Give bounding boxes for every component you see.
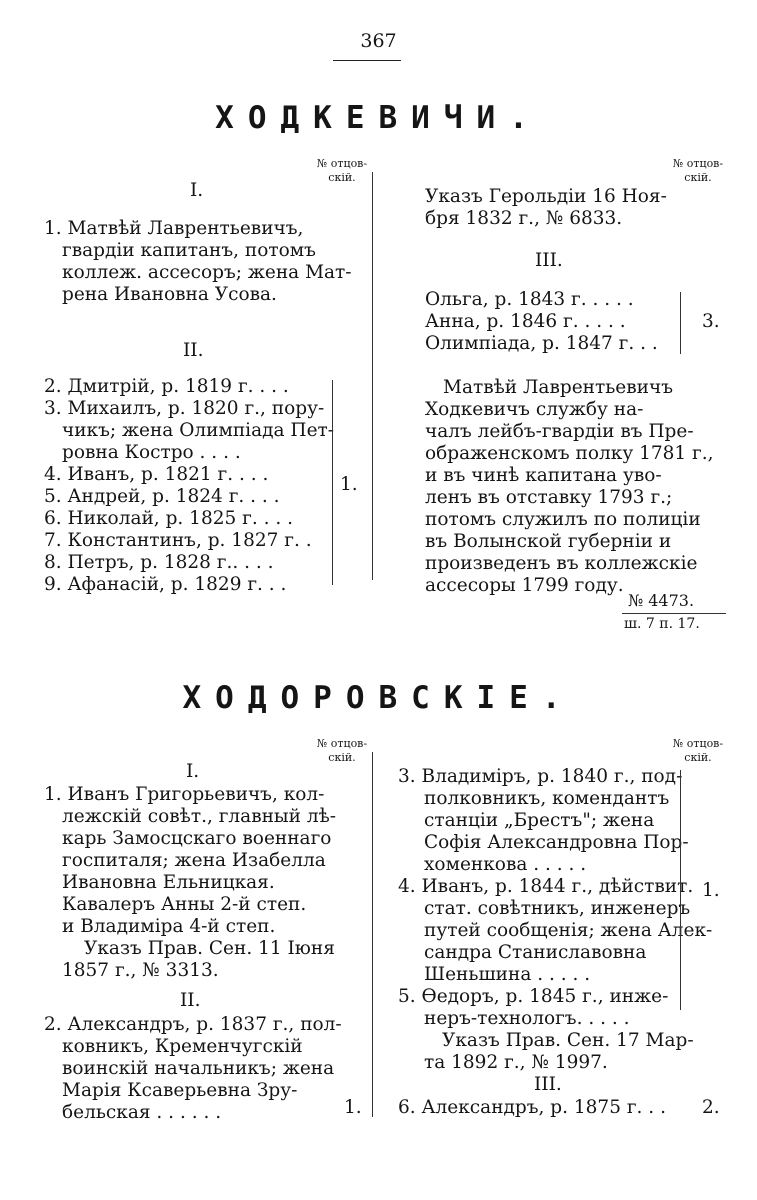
- section-title-khodkevichi: ХОДКЕВИЧИ.: [215, 100, 542, 136]
- father-number: 1.: [340, 474, 358, 495]
- reference-location: ш. 7 п. 17.: [624, 616, 700, 632]
- entry-matvey: 1. Матвѣй Лаврентьевичъ, гвардіи капитанъ, потомъ коллеж. ассесоръ; жена Мат- рена Ивановна Усова.: [44, 218, 352, 305]
- entry-aleksandr-1875: 6. Александръ, р. 1875 г. . .: [398, 1097, 666, 1118]
- father-column-label: № отцов- скій.: [316, 157, 368, 184]
- father-column-label: № отцов- скій.: [316, 737, 368, 764]
- generation-heading: III.: [535, 250, 563, 271]
- top-rule: [333, 60, 401, 61]
- note-paragraph: Матвѣй Лаврентьевичъ Ходкевичъ службу на- чалъ лейбъ-гвардіи въ Пре- ображенскомъ полку 1781 г., и въ чинѣ капитана уво- ленъ въ отставку 1793 г.; потомъ служилъ по полиціи въ Волынской губерніи и произведенъ въ коллежскіе ассесоры 1799 году.: [425, 377, 714, 596]
- page-number: 367: [360, 30, 397, 52]
- generation-heading: III.: [534, 1074, 562, 1095]
- column-divider: [372, 172, 373, 580]
- reference-rule: [622, 613, 726, 614]
- generation-2-list: 2. Дмитрій, р. 1819 г. . . . 3. Михаилъ, р. 1820 г., пору- чикъ; жена Олимпіада Пет- ровна Костро . . . . 4. Иванъ, р. 1821 г. . . . 5. Андрей, р. 1824 г. . . . 6. Николай, р. 1825 г. . . . 7. Константинъ, р. 1827 г. . 8. Петръ, р. 1828 г.. . . . 9. Афанасій, р. 1829 г. . .: [44, 376, 334, 595]
- entry-aleksandr-1837: 2. Александръ, р. 1837 г., пол- ковникъ, Кременчугскій воинскій начальникъ; жена Марія Ксаверьевна Зру- бельская . . . . . .: [44, 1014, 342, 1123]
- generation-heading: I.: [190, 180, 204, 201]
- generation-heading: II.: [180, 990, 201, 1011]
- bracket: [332, 380, 333, 585]
- father-number: 1.: [344, 1097, 362, 1118]
- bracket: [680, 292, 681, 354]
- entry-ivan-grigorievich: 1. Иванъ Григорьевичъ, кол- лежскій совѣт., главный лѣ- карь Замосцскаго военнаго госпиталя; жена Изабелла Ивановна Ельницкая. Кавалеръ Анны 2-й степ. и Владиміра 4-й степ. Указъ Прав. Сен. 11 Іюня 1857 г., № 3313.: [44, 784, 337, 981]
- entries-3-to-5: 3. Владиміръ, р. 1840 г., под- полковникъ, комендантъ станціи „Брестъ"; жена Софія Александровна Пор- хоменкова . . . . . 4. Иванъ, р. 1844 г., дѣйствит. стат. совѣтникъ, инженеръ путей сообщенія; жена Алек- сандра Станиславовна Шеньшина . . . . . 5. Ѳедоръ, р. 1845 г., инже- неръ-технологъ. . . . . Указъ Прав. Сен. 17 Мар- та 1892 г., № 1997.: [398, 766, 713, 1073]
- column-divider: [372, 752, 373, 1117]
- generation-3-list: Ольга, р. 1843 г. . . . . Анна, р. 1846 г. . . . . Олимпіада, р. 1847 г. . .: [425, 289, 658, 354]
- father-column-label: № отцов- скій.: [672, 157, 724, 184]
- father-number: 3.: [702, 311, 720, 332]
- decree-heraldry: Указъ Герольдіи 16 Ноя- бря 1832 г., № 6833.: [425, 186, 667, 229]
- section-title-khodorovskie: ХОДОРОВСКІЕ.: [182, 680, 575, 716]
- father-number: 2.: [702, 1097, 720, 1118]
- reference-number: № 4473.: [628, 591, 695, 610]
- bracket: [680, 770, 681, 1010]
- father-number: 1.: [702, 880, 720, 901]
- generation-heading: II.: [183, 340, 204, 361]
- father-column-label: № отцов- скій.: [672, 737, 724, 764]
- generation-heading: I.: [186, 761, 200, 782]
